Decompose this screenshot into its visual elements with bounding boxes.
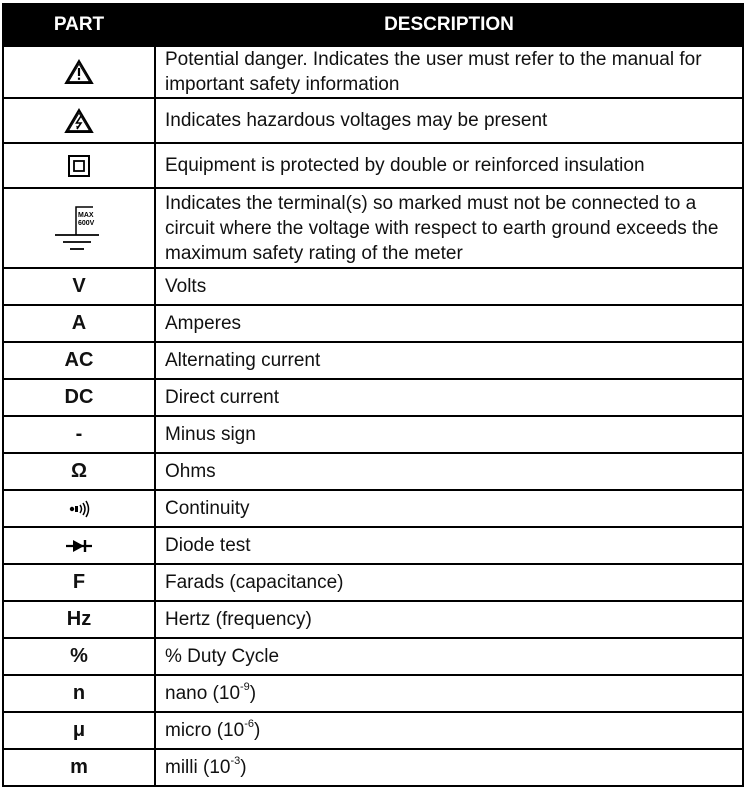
- description-cell: [155, 675, 743, 712]
- part-cell: -: [3, 416, 155, 453]
- table-row: [3, 342, 743, 379]
- part-cell: AC: [3, 342, 155, 379]
- table-row: [3, 453, 743, 490]
- description-cell: Volts: [155, 268, 743, 305]
- part-cell: V: [3, 268, 155, 305]
- continuity-icon: [67, 499, 91, 519]
- exponent: -6: [244, 717, 254, 730]
- table-row: [3, 675, 743, 712]
- part-cell: μ: [3, 712, 155, 749]
- part-cell: A: [3, 305, 155, 342]
- voltage-label: 600V: [78, 220, 95, 227]
- table-row: [3, 143, 743, 188]
- max-ground-terminal-icon: [49, 201, 109, 255]
- part-cell: F: [3, 564, 155, 601]
- description-text: milli (10: [165, 757, 231, 778]
- part-cell: [3, 98, 155, 143]
- warning-triangle-icon: [64, 59, 94, 85]
- description-cell: Equipment is protected by double or reinforced insulation: [155, 143, 743, 188]
- part-cell: [3, 143, 155, 188]
- part-cell: m: [3, 749, 155, 786]
- description-cell: Indicates the terminal(s) so marked must not be connected to a circuit where the voltage with respect to earth ground exceeds the maximum safety rating of the meter: [155, 188, 743, 268]
- table-row: [3, 46, 743, 98]
- table-row: [3, 490, 743, 527]
- description-cell: Hertz (frequency): [155, 601, 743, 638]
- header-part: PART: [3, 4, 155, 46]
- table-row: [3, 638, 743, 675]
- part-cell: [3, 527, 155, 564]
- table-row: [3, 268, 743, 305]
- description-end: ): [249, 683, 257, 704]
- description-cell: Alternating current: [155, 342, 743, 379]
- description-cell: Direct current: [155, 379, 743, 416]
- table-row: [3, 416, 743, 453]
- description-cell: % Duty Cycle: [155, 638, 743, 675]
- description-cell: [155, 749, 743, 786]
- description-end: ): [253, 720, 261, 741]
- table-row: [3, 305, 743, 342]
- double-insulation-icon: [67, 154, 91, 178]
- table-row: [3, 188, 743, 268]
- description-end: ): [240, 757, 247, 778]
- description-cell: Farads (capacitance): [155, 564, 743, 601]
- description-cell: Diode test: [155, 527, 743, 564]
- max-label: MAX: [78, 212, 94, 219]
- header-description: DESCRIPTION: [155, 4, 743, 46]
- description-cell: [155, 712, 743, 749]
- part-cell: [3, 46, 155, 98]
- description-cell: Ohms: [155, 453, 743, 490]
- table-header-row: [3, 4, 743, 46]
- symbols-table: [2, 3, 744, 787]
- exponent: -3: [230, 754, 241, 767]
- diode-icon: [65, 538, 93, 554]
- table-row: [3, 527, 743, 564]
- description-cell: Continuity: [155, 490, 743, 527]
- table-row: [3, 749, 743, 786]
- part-cell: Ω: [3, 453, 155, 490]
- part-cell: n: [3, 675, 155, 712]
- exponent: -9: [240, 680, 250, 693]
- description-cell: Amperes: [155, 305, 743, 342]
- part-cell: DC: [3, 379, 155, 416]
- part-cell: %: [3, 638, 155, 675]
- table-row: [3, 98, 743, 143]
- table-row: [3, 379, 743, 416]
- description-text: micro (10: [165, 720, 245, 741]
- description-cell: Minus sign: [155, 416, 743, 453]
- part-cell: [3, 188, 155, 268]
- description-cell: Potential danger. Indicates the user must refer to the manual for important safety information: [155, 46, 743, 98]
- description-text: nano (10: [165, 683, 241, 704]
- table-row: [3, 564, 743, 601]
- high-voltage-triangle-icon: [64, 108, 94, 134]
- part-cell: [3, 490, 155, 527]
- part-cell: Hz: [3, 601, 155, 638]
- table-row: [3, 601, 743, 638]
- description-cell: Indicates hazardous voltages may be present: [155, 98, 743, 143]
- table-row: [3, 712, 743, 749]
